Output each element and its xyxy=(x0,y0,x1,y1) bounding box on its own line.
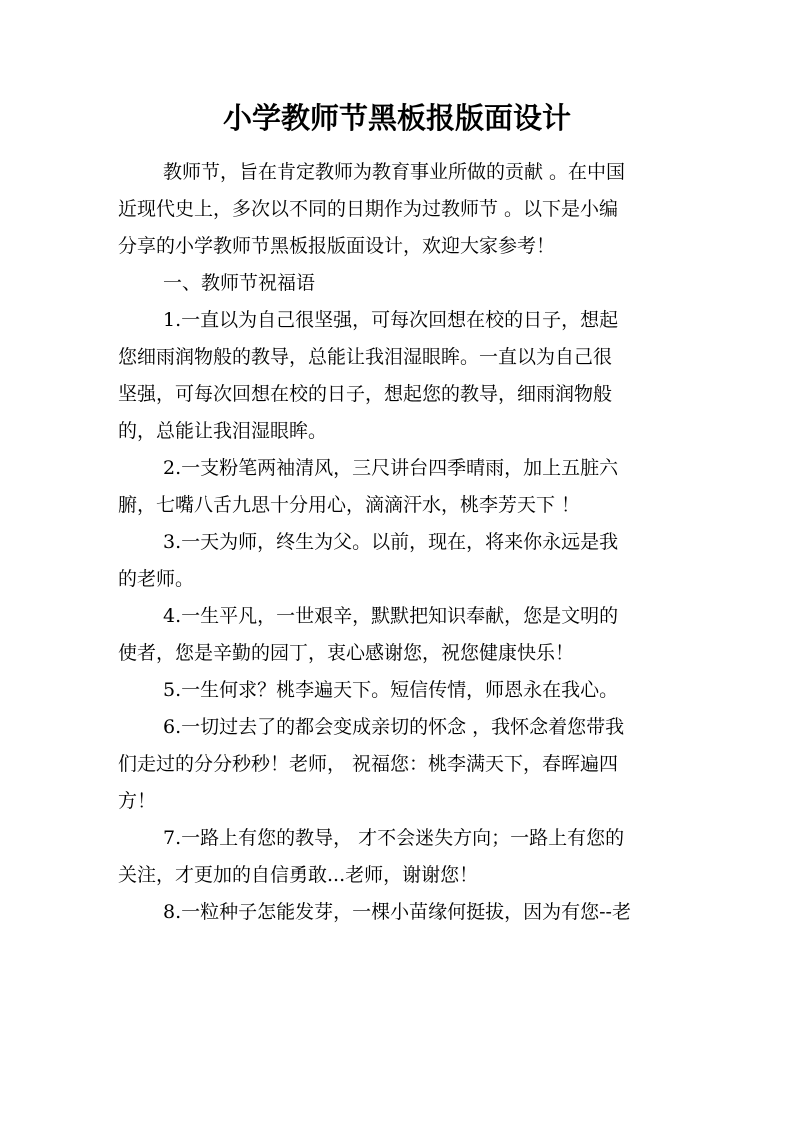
text-line: 近现代史上，多次以不同的日期作为过教师节 。以下是小编 xyxy=(118,198,619,220)
text-line: 分享的小学教师节黑板报版面设计，欢迎大家参考！ xyxy=(118,235,556,257)
text-line: 1.一直以为自己很坚强，可每次回想在校的日子，想起 xyxy=(163,309,619,331)
text-line: 教师节，旨在肯定教师为教育事业所做的贡献 。在中国 xyxy=(163,161,626,183)
page-title: 小学教师节黑板报版面设计 xyxy=(222,101,571,135)
text-line: 3.一天为师，终生为父。以前，现在，将来你永远是我 xyxy=(163,531,619,553)
text-line: 5.一生何求？桃李遍天下。短信传情，师恩永在我心。 xyxy=(163,679,619,701)
text-line: 7.一路上有您的教导， 才不会迷失方向；一路上有您的 xyxy=(163,827,625,849)
text-line: 的老师。 xyxy=(118,568,195,590)
text-line: 使者，您是辛勤的园丁，衷心感谢您，祝您健康快乐！ xyxy=(118,642,575,664)
text-line: 4.一生平凡，一世艰辛，默默把知识奉献，您是文明的 xyxy=(163,605,619,627)
text-line: 6.一切过去了的都会变成亲切的怀念 ，我怀念着您带我 xyxy=(163,716,625,738)
text-line: 一、教师节祝福语 xyxy=(163,272,316,294)
document-body xyxy=(118,154,694,931)
text-line: 方！ xyxy=(118,790,157,812)
text-line: 坚强，可每次回想在校的日子，想起您的教导，细雨润物般 xyxy=(118,383,613,405)
text-line: 腑，七嘴八舌九思十分用心，滴滴汗水，桃李芳天下 ！ xyxy=(118,494,581,516)
text-line: 2.一支粉笔两袖清风，三尺讲台四季晴雨，加上五脏六 xyxy=(163,457,619,479)
text-line: 8.一粒种子怎能发芽，一棵小苗缘何挺拔，因为有您--老 xyxy=(163,901,631,923)
text-line: 的，总能让我泪湿眼眸。 xyxy=(118,420,328,442)
text-line: 们走过的分分秒秒！老师， 祝福您：桃李满天下，春晖遍四 xyxy=(118,753,619,775)
text-line: 关注，才更加的自信勇敢...老师，谢谢您！ xyxy=(118,864,479,886)
text-line: 您细雨润物般的教导，总能让我泪湿眼眸。一直以为自己很 xyxy=(118,346,613,368)
